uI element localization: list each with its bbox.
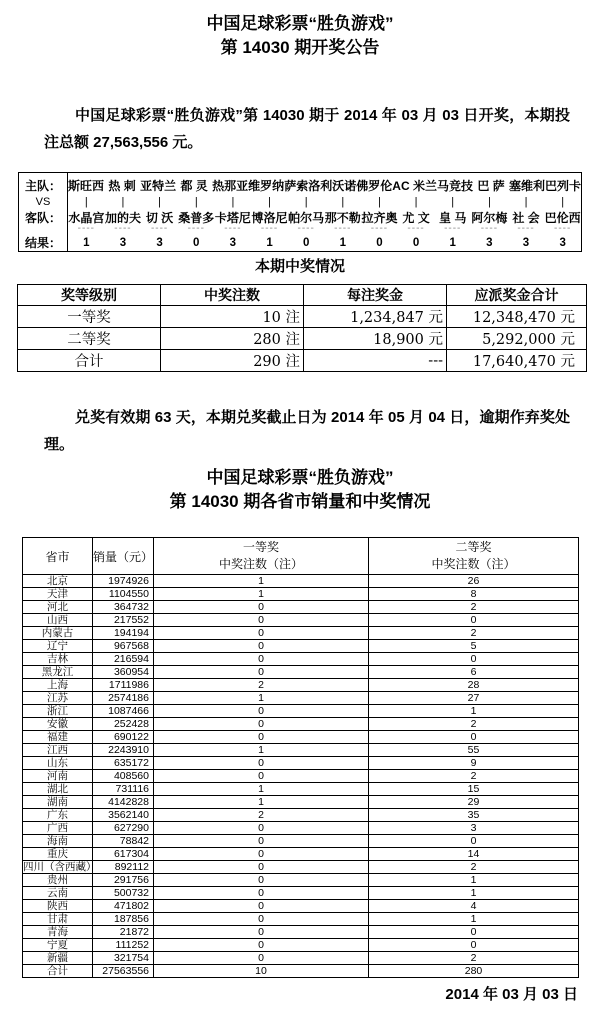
match-dash-cell: ----: [224, 223, 242, 234]
province-name-cell: 山西: [23, 614, 93, 627]
first-prize-count-cell: 0: [154, 757, 369, 770]
province-row: [23, 809, 579, 822]
match-vs-cell: |: [194, 196, 198, 208]
province-row: [23, 627, 579, 640]
prize-row: [18, 350, 587, 372]
prize-level-cell: 合计: [18, 350, 161, 372]
sales-cell: 471802: [93, 900, 154, 913]
province-name-cell: 甘肃: [23, 913, 93, 926]
first-prize-count-cell: 1: [154, 588, 369, 601]
match-result-cell: 0: [376, 237, 383, 249]
province-name-cell: 吉林: [23, 653, 93, 666]
match-home-team-cell: 萨索洛: [284, 179, 321, 193]
first-prize-count-cell: 0: [154, 887, 369, 900]
province-sales-table: [22, 537, 579, 978]
second-prize-count-cell: 14: [369, 848, 579, 861]
match-result-row: [68, 235, 581, 251]
first-prize-count-cell: 1: [154, 692, 369, 705]
second-prize-count-cell: 0: [369, 731, 579, 744]
prize-row: [18, 328, 587, 350]
total-payout-cell: 12,348,470 元: [447, 306, 587, 328]
province-row: [23, 744, 579, 757]
intro-paragraph: 中国足球彩票“胜负游戏”第 14030 期于 2014 年 03 月 03 日开奖，本期投注总额 27,563,556 元。: [44, 107, 570, 151]
second-prize-count-cell: 0: [369, 614, 579, 627]
match-dash-cell: ----: [334, 223, 352, 234]
first-prize-count-cell: 0: [154, 640, 369, 653]
province-name-cell: 天津: [23, 588, 93, 601]
match-results-table: [18, 172, 582, 252]
match-vs-cell: |: [524, 196, 528, 208]
second-prize-count-cell: 0: [369, 939, 579, 952]
match-away-team-cell: 博洛尼: [251, 211, 288, 225]
footer-date: 2014 年 03 月 03 日: [445, 986, 578, 1003]
province-row: [23, 848, 579, 861]
first-prize-count-cell: 0: [154, 913, 369, 926]
sales-cell: 216594: [93, 653, 154, 666]
match-result-cell: 1: [266, 237, 273, 249]
sales-cell: 1711986: [93, 679, 154, 692]
province-row: [23, 887, 579, 900]
second-prize-count-cell: 29: [369, 796, 579, 809]
prize-section-title: 本期中奖情况: [254, 258, 345, 275]
second-prize-count-cell: 9: [369, 757, 579, 770]
prize-level-cell: 一等奖: [18, 306, 161, 328]
sales-cell: 500732: [93, 887, 154, 900]
second-prize-count-cell: 8: [369, 588, 579, 601]
second-prize-count-cell: 3: [369, 822, 579, 835]
winning-bets-cell: 280 注: [161, 328, 304, 350]
province-row: [23, 653, 579, 666]
match-home-team-cell: 亚特兰: [140, 179, 177, 193]
province-row: [23, 913, 579, 926]
province-row: [23, 757, 579, 770]
sales-cell: 111252: [93, 939, 154, 952]
province-row: [23, 575, 579, 588]
sales-cell: 187856: [93, 913, 154, 926]
match-dash-row: [68, 223, 581, 235]
match-home-team-cell: 热那亚: [212, 179, 249, 193]
match-result-cell: 3: [156, 237, 163, 249]
province-name-cell: 福建: [23, 731, 93, 744]
province-row: [23, 783, 579, 796]
province-row: [23, 861, 579, 874]
deadline-paragraph: 兑奖有效期 63 天，本期兑奖截止日为 2014 年 05 月 04 日，逾期作弃奖处理。: [44, 409, 570, 453]
match-dash-cell: ----: [260, 223, 279, 234]
match-away-team-cell: 那不勒: [324, 211, 361, 225]
match-vs-cell: |: [84, 196, 88, 208]
second-prize-count-cell: 1: [369, 887, 579, 900]
match-vs-row: [68, 194, 581, 210]
province-row: [23, 796, 579, 809]
province-row: [23, 705, 579, 718]
match-dash-cell: ----: [114, 223, 132, 234]
second-prize-count-cell: 1: [369, 705, 579, 718]
prize-per-bet-cell: 1,234,847 元: [304, 306, 447, 328]
province-title-line2: 第 14030 期各省市销量和中奖情况: [169, 492, 431, 511]
match-away-team-cell: 拉齐奥: [361, 211, 398, 225]
second-prize-count-cell: 2: [369, 861, 579, 874]
second-prize-count-cell: 26: [369, 575, 579, 588]
first-prize-count-cell: 1: [154, 796, 369, 809]
match-away-team-cell: 巴伦西: [544, 211, 581, 225]
province-name-cell: 合计: [23, 965, 93, 978]
second-prize-count-cell: 27: [369, 692, 579, 705]
sales-cell: 360954: [93, 666, 154, 679]
province-row: [23, 666, 579, 679]
second-prize-count-cell: 6: [369, 666, 579, 679]
prize-per-bet-column-header: 每注奖金: [304, 285, 447, 306]
match-result-cell: 0: [193, 237, 200, 249]
second-prize-count-cell: 15: [369, 783, 579, 796]
prize-level-cell: 二等奖: [18, 328, 161, 350]
away-team-row-label: 客队：: [24, 211, 61, 225]
match-dash-cell: ----: [407, 223, 425, 234]
match-vs-cell: |: [268, 196, 271, 208]
match-away-team-cell: 阿尔梅: [471, 211, 508, 225]
sales-cell: 194194: [93, 627, 154, 640]
province-row: [23, 939, 579, 952]
province-row: [23, 770, 579, 783]
match-result-cell: 1: [83, 237, 90, 249]
result-row-label: 结果：: [24, 236, 61, 250]
second-prize-header-line2: 中奖注数（注）: [431, 557, 516, 571]
document-title: [0, 0, 600, 60]
match-vs-cell: |: [158, 196, 162, 208]
province-name-cell: 四川（含西藏）: [23, 861, 97, 873]
prize-row: [18, 306, 587, 328]
match-vs-cell: |: [121, 196, 125, 208]
first-prize-count-cell: 1: [154, 744, 369, 757]
match-home-team-cell: 维罗纳: [248, 179, 285, 193]
first-prize-count-cell: 0: [154, 770, 369, 783]
prize-table: [17, 284, 587, 372]
sales-cell: 617304: [93, 848, 154, 861]
second-prize-count-cell: 1: [369, 874, 579, 887]
province-name-cell: 新疆: [23, 952, 93, 965]
first-prize-count-cell: 0: [154, 731, 369, 744]
second-prize-count-cell: 0: [369, 926, 579, 939]
first-prize-count-cell: 0: [154, 705, 369, 718]
second-prize-count-cell: 2: [369, 718, 579, 731]
match-result-cell: 3: [486, 237, 493, 249]
province-column-header: 省市: [23, 538, 93, 575]
match-home-team-cell: AC 米兰: [392, 179, 437, 193]
first-prize-count-cell: 0: [154, 952, 369, 965]
first-prize-count-cell: 0: [154, 861, 369, 874]
province-name-cell: 湖南: [23, 796, 93, 809]
match-result-cell: 3: [119, 237, 127, 249]
match-home-team-cell: 利沃诺: [320, 179, 357, 193]
sales-cell: 1974926: [93, 575, 154, 588]
match-away-team-cell: 尤 文: [402, 211, 430, 225]
prize-header-row: [18, 285, 587, 306]
sales-cell: 217552: [93, 614, 154, 627]
first-prize-count-cell: 0: [154, 614, 369, 627]
match-away-team-cell: 切 沃: [145, 211, 174, 225]
match-dash-cell: ----: [553, 223, 572, 234]
match-vs-cell: |: [341, 196, 345, 208]
sales-cell: 27563556: [93, 965, 154, 978]
match-vs-cell: |: [231, 196, 235, 208]
province-section-title: [0, 466, 600, 514]
match-grid: [68, 173, 581, 251]
province-row: [23, 822, 579, 835]
match-vs-cell: |: [304, 196, 308, 208]
province-row: [23, 692, 579, 705]
match-away-team-cell: 社 会: [512, 211, 540, 225]
province-row: [23, 874, 579, 887]
second-prize-count-cell: 35: [369, 809, 579, 822]
province-row: [23, 926, 579, 939]
province-name-cell: 广西: [23, 822, 93, 835]
first-prize-count-cell: 0: [154, 822, 369, 835]
second-prize-count-cell: 28: [369, 679, 579, 692]
sales-cell: 635172: [93, 757, 154, 770]
sales-cell: 321754: [93, 952, 154, 965]
first-prize-column-header: [154, 538, 369, 575]
province-name-cell: 山东: [23, 757, 93, 770]
second-prize-count-cell: 55: [369, 744, 579, 757]
match-vs-cell: |: [451, 196, 455, 208]
province-row: [23, 952, 579, 965]
province-name-cell: 宁夏: [23, 939, 93, 952]
province-row: [23, 718, 579, 731]
match-result-cell: 3: [559, 237, 566, 249]
province-name-cell: 内蒙古: [23, 627, 93, 640]
match-home-team-cell: 热 刺: [108, 179, 136, 193]
home-team-row-label: 主队：: [24, 179, 61, 193]
sales-cell: 2574186: [93, 692, 154, 705]
doc-title-line1: 中国足球彩票“胜负游戏”: [206, 14, 394, 33]
match-vs-cell: |: [378, 196, 381, 208]
second-prize-count-cell: 1: [369, 913, 579, 926]
match-home-team-cell: 都 灵: [180, 179, 208, 193]
match-away-team-cell: 帕尔马: [288, 211, 325, 225]
first-prize-count-cell: 0: [154, 900, 369, 913]
sales-cell: 4142828: [93, 796, 154, 809]
match-home-team-cell: 塞维利: [509, 179, 546, 193]
province-row: [23, 965, 579, 978]
match-dash-cell: ----: [297, 223, 315, 234]
province-name-cell: 辽宁: [23, 640, 93, 653]
match-home-team-cell: 佛罗伦: [356, 179, 393, 193]
second-prize-count-cell: 2: [369, 601, 579, 614]
sales-cell: 690122: [93, 731, 154, 744]
match-home-team-cell: 巴列卡: [545, 179, 582, 193]
province-row: [23, 835, 579, 848]
first-prize-count-cell: 0: [154, 874, 369, 887]
match-vs-cell: |: [414, 196, 418, 208]
doc-title-line2: 第 14030 期开奖公告: [220, 38, 380, 57]
sales-cell: 252428: [93, 718, 154, 731]
first-prize-count-cell: 0: [154, 848, 369, 861]
province-name-cell: 湖北: [23, 783, 93, 796]
match-result-cell: 3: [522, 237, 530, 249]
sales-cell: 3562140: [93, 809, 154, 822]
second-prize-count-cell: 2: [369, 770, 579, 783]
sales-cell: 364732: [93, 601, 154, 614]
province-row: [23, 900, 579, 913]
province-name-cell: 云南: [23, 887, 93, 900]
province-name-cell: 陕西: [23, 900, 93, 913]
match-dash-cell: ----: [150, 223, 169, 234]
match-away-team-cell: 水晶宫: [68, 211, 105, 225]
second-prize-count-cell: 2: [369, 627, 579, 640]
province-row: [23, 601, 579, 614]
match-away-team-cell: 加的夫: [104, 211, 141, 225]
match-away-team-cell: 卡塔尼: [214, 211, 251, 225]
province-row: [23, 679, 579, 692]
province-name-cell: 北京: [23, 575, 93, 588]
match-row-labels: [19, 173, 68, 251]
province-row: [23, 614, 579, 627]
first-prize-count-cell: 0: [154, 627, 369, 640]
match-result-cell: 1: [449, 237, 456, 249]
match-dash-cell: ----: [77, 223, 95, 234]
sales-cell: 627290: [93, 822, 154, 835]
sales-cell: 21872: [93, 926, 154, 939]
province-name-cell: 安徽: [23, 718, 93, 731]
match-dash-cell: ----: [517, 223, 535, 234]
second-prize-count-cell: 2: [369, 952, 579, 965]
first-prize-header-line1: 一等奖: [242, 540, 279, 554]
winning-bets-cell: 290 注: [161, 350, 304, 372]
province-name-cell: 河南: [23, 770, 93, 783]
match-dash-cell: ----: [444, 223, 462, 234]
sales-cell: 78842: [93, 835, 154, 848]
prize-level-column-header: 奖等级别: [18, 285, 161, 306]
province-name-cell: 江苏: [23, 692, 93, 705]
province-row: [23, 731, 579, 744]
province-name-cell: 河北: [23, 601, 93, 614]
province-name-cell: 青海: [23, 926, 93, 939]
province-name-cell: 上海: [23, 679, 93, 692]
province-header-row: [23, 538, 579, 575]
match-result-cell: 0: [302, 237, 310, 249]
sales-cell: 1087466: [93, 705, 154, 718]
first-prize-count-cell: 0: [154, 601, 369, 614]
first-prize-count-cell: 10: [154, 965, 369, 978]
sales-cell: 1104550: [93, 588, 154, 601]
sales-cell: 291756: [93, 874, 154, 887]
province-name-cell: 广东: [23, 809, 93, 822]
match-dash-cell: ----: [480, 223, 499, 234]
second-prize-column-header: [369, 538, 579, 575]
winning-bets-column-header: 中奖注数: [161, 285, 304, 306]
province-name-cell: 黑龙江: [23, 666, 93, 679]
first-prize-count-cell: 2: [154, 809, 369, 822]
match-away-team-cell: 皇 马: [439, 211, 467, 225]
province-name-cell: 贵州: [23, 874, 93, 887]
sales-cell: 408560: [93, 770, 154, 783]
first-prize-count-cell: 0: [154, 666, 369, 679]
first-prize-count-cell: 1: [154, 575, 369, 588]
match-result-cell: 3: [229, 237, 237, 249]
province-name-cell: 江西: [23, 744, 93, 757]
total-payout-cell: 17,640,470 元: [447, 350, 587, 372]
match-vs-cell: |: [487, 196, 491, 208]
second-prize-count-cell: 5: [369, 640, 579, 653]
total-payout-column-header: 应派奖金合计: [447, 285, 587, 306]
first-prize-count-cell: 0: [154, 718, 369, 731]
province-name-cell: 浙江: [23, 705, 93, 718]
match-dash-cell: ----: [370, 223, 389, 234]
match-result-cell: 1: [339, 237, 346, 249]
first-prize-count-cell: 0: [154, 653, 369, 666]
province-title-line1: 中国足球彩票“胜负游戏”: [206, 468, 394, 487]
match-home-team-cell: 斯旺西: [68, 179, 105, 193]
sales-cell: 892112: [93, 861, 154, 874]
sales-cell: 967568: [93, 640, 154, 653]
match-home-team-row: [68, 178, 581, 194]
dash-row-label: [19, 226, 67, 235]
match-vs-cell: |: [561, 196, 565, 208]
second-prize-count-cell: 0: [369, 835, 579, 848]
match-away-team-row: [68, 210, 581, 226]
second-prize-header-line1: 二等奖: [455, 540, 492, 554]
sales-column-header: 销量（元）: [93, 538, 154, 575]
match-home-team-cell: 巴 萨: [477, 179, 505, 193]
vs-row-label: VS: [35, 196, 51, 208]
province-row: [23, 640, 579, 653]
first-prize-header-line2: 中奖注数（注）: [218, 557, 303, 571]
province-name-cell: 海南: [23, 835, 93, 848]
match-dash-cell: ----: [187, 223, 205, 234]
second-prize-count-cell: 0: [369, 653, 579, 666]
first-prize-count-cell: 0: [154, 926, 369, 939]
second-prize-count-cell: 280: [369, 965, 579, 978]
first-prize-count-cell: 0: [154, 939, 369, 952]
sales-cell: 2243910: [93, 744, 154, 757]
first-prize-count-cell: 2: [154, 679, 369, 692]
match-home-team-cell: 马竞技: [436, 179, 473, 193]
total-payout-cell: 5,292,000 元: [447, 328, 587, 350]
prize-per-bet-cell: 18,900 元: [304, 328, 447, 350]
second-prize-count-cell: 4: [369, 900, 579, 913]
winning-bets-cell: 10 注: [161, 306, 304, 328]
first-prize-count-cell: 0: [154, 835, 369, 848]
province-name-cell: 重庆: [23, 848, 93, 861]
prize-per-bet-cell: ---: [304, 350, 447, 372]
first-prize-count-cell: 1: [154, 783, 369, 796]
province-row: [23, 588, 579, 601]
match-result-cell: 0: [412, 237, 420, 249]
match-away-team-cell: 桑普多: [178, 211, 215, 225]
sales-cell: 731116: [93, 783, 154, 796]
